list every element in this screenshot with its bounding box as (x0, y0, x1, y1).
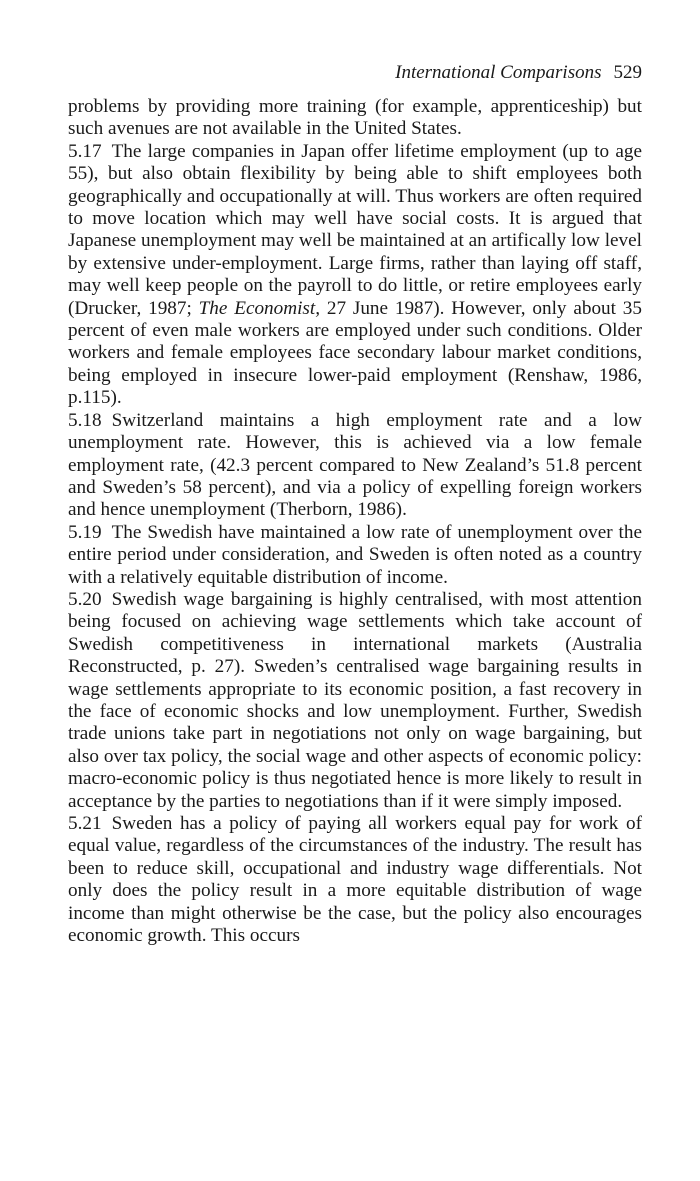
paragraph-number: 5.17 (68, 140, 102, 162)
body-text (68, 96, 642, 947)
paragraph-number: 5.20 (68, 588, 102, 610)
paragraph-text-part: The large companies in Japan offer lifetime employment (up to age 55), but also obtain flexibility by being able to shift employees both geographically and occupationally at will. Thus workers are often required to move location which may well have social costs. It is argued that Japanese unemployment may well be maintained at an artifically low level by extensive under-employment. Large firms, rather than laying off staff, may well keep people on the payroll to do little, or retire employees early (Drucker, 1987; (68, 140, 642, 319)
paragraph-text: The Swedish have maintained a low rate of unemployment over the entire period under consideration, and Sweden is often noted as a country with a relatively equitable distribution of income. (68, 521, 642, 588)
paragraph-5-19 (68, 522, 642, 589)
paragraph-number: 5.21 (68, 813, 102, 834)
paragraph-text: problems by providing more training (for example, apprenticeship) but such avenues are not available in the United States. (68, 96, 642, 140)
running-head (395, 62, 642, 84)
paragraph-text: Swedish wage bargaining is highly centralised, with most attention being focused on achieving wage settlements which take account of Swedish competitiveness in international markets (Australia Reconstructed, p. 27). Sweden’s centralised wage bargaining results in wage settlements appropriate to its economic position, a fast recovery in the face of economic shocks and low unemployment. Further, Swedish trade unions take part in negotiations not only on wage bargaining, but also over tax policy, the social wage and other aspects of economic policy: macro-economic policy is thus negotiated hence is more likely to result in acceptance by the parties to negotiations than if it were simply imposed. (68, 588, 642, 812)
paragraph-5-18 (68, 410, 642, 522)
paragraph-text: Sweden has a policy of paying all workers equal pay for work of equal value, regardless of the circumstances of the industry. The result has been to reduce skill, occupational and industry wage differentials. Not only does the policy result in a more equitable distribution of wage income than might otherwise be the case, but the policy also encourages economic growth. This occurs (68, 813, 642, 947)
paragraph-text-part: 27 June 1987). However, only about 35 percent of even male workers are employed under such conditions. Older workers and female employees face secondary labour market conditions, being employed in insecure lower-paid employment (Renshaw, 1986, p.115). (68, 297, 642, 409)
paragraph-text (68, 141, 642, 408)
continuation-paragraph (68, 96, 642, 141)
page-number: 529 (613, 62, 642, 83)
paragraph-5-21 (68, 813, 642, 947)
paragraph-number: 5.19 (68, 521, 102, 543)
paragraph-5-20 (68, 589, 642, 813)
running-head-title: International Comparisons (395, 62, 602, 83)
paragraph-text: Switzerland maintains a high employment rate and a low unemployment rate. However, this is achieved via a low female employment rate, (42.3 percent compared to New Zealand’s 51.8 percent and Sweden’s 58 percent), and via a policy of expelling foreign workers and hence unemployment (Therborn, 1986). (68, 409, 642, 521)
paragraph-5-17 (68, 141, 642, 410)
paragraph-number: 5.18 (68, 409, 102, 431)
italic-citation: The Economist, (198, 297, 321, 319)
